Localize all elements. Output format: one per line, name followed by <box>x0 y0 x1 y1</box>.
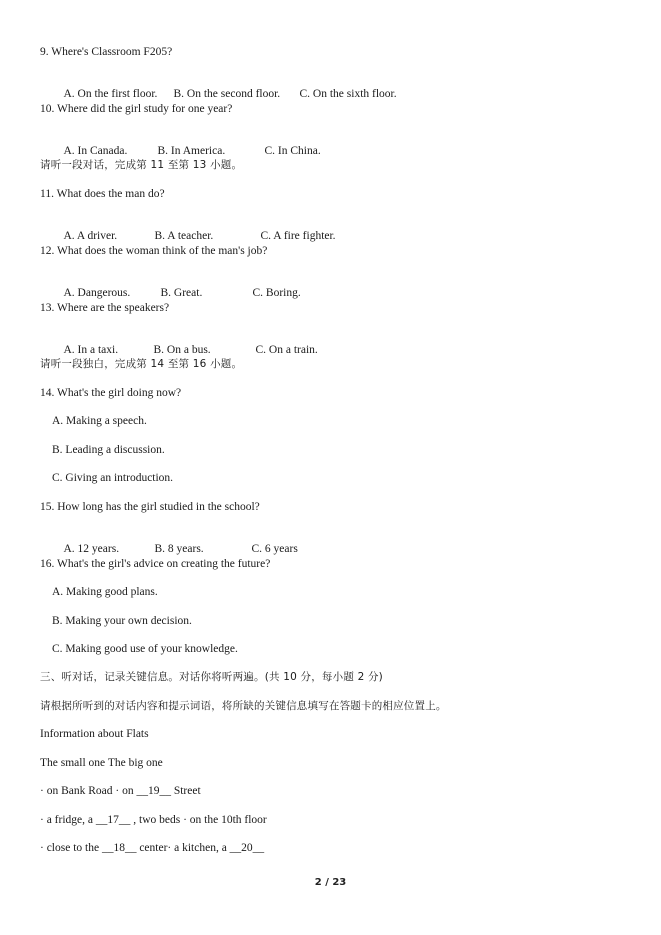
info-table-header: The small one The big one <box>40 757 163 769</box>
option-c: C. Boring. <box>252 287 301 299</box>
option-c: C. On the sixth floor. <box>299 88 397 100</box>
option-c: C. 6 years <box>251 543 298 555</box>
info-row: · on Bank Road · on __19__ Street <box>40 785 201 797</box>
option-b: B. Great. <box>160 287 203 299</box>
option-a: A. Dangerous. <box>63 287 131 299</box>
info-title: Information about Flats <box>40 728 149 740</box>
option-b: B. A teacher. <box>154 230 214 242</box>
question-12: 12. What does the woman think of the man's job? <box>40 245 268 257</box>
part-3-title: 三、听对话，记录关键信息。对话你将听两遍。(共 10 分，每小题 2 分) <box>40 671 383 683</box>
option-c: C. In China. <box>264 145 321 157</box>
question-9: 9. Where's Classroom F205? <box>40 46 173 58</box>
part-3-instruction: 请根据所听到的对话内容和提示词语，将所缺的关键信息填写在答题卡的相应位置上。 <box>40 700 447 712</box>
option-a: A. On the first floor. <box>63 88 158 100</box>
section-instruction-14-16: 请听一段独白，完成第 14 至第 16 小题。 <box>40 358 243 370</box>
question-14-option-a: A. Making a speech. <box>52 415 147 427</box>
question-11: 11. What does the man do? <box>40 188 165 200</box>
question-16-option-c: C. Making good use of your knowledge. <box>52 643 238 655</box>
question-14-option-b: B. Leading a discussion. <box>52 444 165 456</box>
question-15: 15. How long has the girl studied in the school? <box>40 501 260 513</box>
question-16-option-a: A. Making good plans. <box>52 586 158 598</box>
question-16: 16. What's the girl's advice on creating the future? <box>40 558 271 570</box>
info-row: · close to the __18__ center· a kitchen, a __20__ <box>40 842 265 854</box>
question-13: 13. Where are the speakers? <box>40 302 170 314</box>
question-16-option-b: B. Making your own decision. <box>52 615 192 627</box>
question-14-option-c: C. Giving an introduction. <box>52 472 174 484</box>
option-c: C. On a train. <box>255 344 318 356</box>
info-row: · a fridge, a __17__ , two beds · on the 10th floor <box>40 814 267 826</box>
page-number: 2 / 23 <box>314 877 347 888</box>
section-instruction-11-13: 请听一段对话，完成第 11 至第 13 小题。 <box>40 159 243 171</box>
option-b: B. On the second floor. <box>173 88 281 100</box>
question-10: 10. Where did the girl study for one year? <box>40 103 233 115</box>
option-a: A. In a taxi. <box>63 344 119 356</box>
question-14: 14. What's the girl doing now? <box>40 387 182 399</box>
option-a: A. 12 years. <box>63 543 120 555</box>
option-b: B. 8 years. <box>154 543 204 555</box>
option-a: A. A driver. <box>63 230 118 242</box>
option-b: B. In America. <box>157 145 226 157</box>
option-a: A. In Canada. <box>63 145 128 157</box>
option-b: B. On a bus. <box>153 344 211 356</box>
option-c: C. A fire fighter. <box>260 230 336 242</box>
